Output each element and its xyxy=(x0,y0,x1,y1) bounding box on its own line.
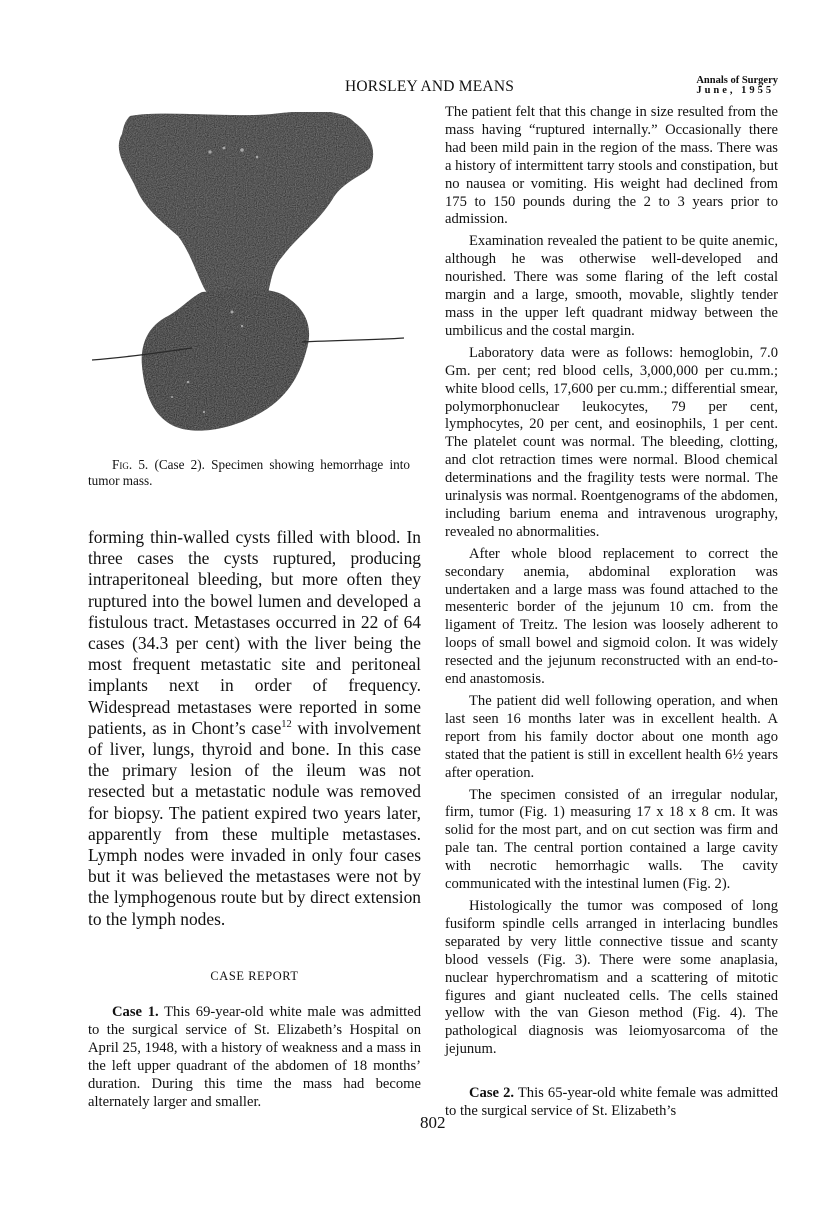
running-head xyxy=(0,76,816,102)
body-paragraph xyxy=(88,527,421,930)
body-paragraph: After whole blood replacement to correct the secondary anemia, abdominal exploration was undertaken and a large mass was found attached to the mesenteric border of the jejunum 10 cm. from the ligament of Treitz. The lesion was loosely adherent to loops of small bowel and sigmoid colon. It was widely resected and the jejunum reconstructed with an end-to-end anastomosis. xyxy=(445,545,778,688)
right-column-text xyxy=(445,104,778,1121)
paragraph-text: forming thin-walled cysts filled with blood. In three cases the cysts ruptured, producing intraperitoneal bleeding, but more often they ruptured into the bowel lumen and developed a fistulous tract. Metastases occurred in 22 of 64 cases (34.3 per cent) with the liver being the most frequent metastatic site and peritoneal implants next in order of frequency. Widespread metastases were reported in some patients, as in Chont’s case xyxy=(88,527,421,738)
paragraph-text: with involvement of liver, lungs, thyroid and bone. In this case the primary lesion of the ileum was not resected but a metastatic nodule was removed for biopsy. The patient expired two years later, apparently from these multiple metastases. Lymph nodes were invaded in only four cases but it was believed the metastases were not by the lymphogenous route but by direct extension to the lymph nodes. xyxy=(88,717,421,929)
reference-superscript: 12 xyxy=(281,719,292,731)
body-paragraph: Examination revealed the patient to be quite anemic, although he was otherwise well-developed and nourished. There was some flaring of the left costal margin and a large, smooth, movable, slightly tender mass in the upper left quadrant midway between the umbilicus and the costal margin. xyxy=(445,233,778,339)
case-1-body: This 69-year-old white male was admitted to the surgical service of St. Elizabeth’s Hospital on April 25, 1948, with a history of weakness and a mass in the left upper quadrant of the abdomen of 18 months’ duration. During this time the mass had become alternately larger and smaller. xyxy=(88,1004,421,1110)
body-paragraph: The patient did well following operation, and when last seen 16 months later was in excellent health. A report from his family doctor about one month ago stated that the patient is still in excellent health 6½ years after operation. xyxy=(445,693,778,781)
page-number: 802 xyxy=(420,1113,446,1132)
case-1-label: Case 1. xyxy=(112,1004,159,1020)
journal-citation xyxy=(696,76,778,96)
figure-caption-text: (Case 2). Specimen showing hemorrhage into tumor mass. xyxy=(88,457,410,488)
body-paragraph: Histologically the tumor was composed of long fusiform spindle cells arranged in interlacing bundles separated by very little connective tissue and scanty blood vessels (Fig. 3). There were some anaplasia, nuclear hyperchromatism and a scattering of mitotic figures and giant nucleated cells. The cells stained yellow with the van Gieson method (Fig. 4). The pathological diagnosis was leiomyosarcoma of the jejunum. xyxy=(445,897,778,1058)
case-1-paragraph xyxy=(88,1004,421,1111)
case-2-body: This 65-year-old white female was admitted to the surgical service of St. Elizabeth’s xyxy=(445,1085,778,1120)
specimen-photograph-figure xyxy=(92,112,404,445)
case-2-paragraph xyxy=(445,1085,778,1121)
left-column-text xyxy=(88,527,421,930)
body-paragraph: The specimen consisted of an irregular nodular, firm, tumor (Fig. 1) measuring 17 x 18 x 8 cm. It was solid for the most part, and on cut section was firm and pale tan. The central portion contained a large cavity with necrotic hemorrhagic walls. The cavity communicated with the intestinal lumen (Fig. 2). xyxy=(445,786,778,893)
body-paragraph: Laboratory data were as follows: hemoglobin, 7.0 Gm. per cent; red blood cells, 3,000,000 per cu.mm.; white blood cells, 17,600 per cu.mm.; differential smear, polymorphonuclear leukocytes, 79 per cent, lymphocytes, 20 per cent, and eosinophils, 1 per cent. The platelet count was normal. The bleeding, clotting, and clot retraction times were normal. Blood chemical determinations and the fragility tests were normal. The urinalysis was normal. Roentgenograms of the abdomen, including barium enema and intravenous urography, revealed no abnormalities. xyxy=(445,344,778,540)
section-heading-case-report: CASE REPORT xyxy=(210,969,299,983)
case-1-text xyxy=(88,1004,421,1111)
figure-label: Fig. 5. xyxy=(112,457,149,472)
journal-name: Annals of Surgery xyxy=(696,75,778,86)
figure-caption xyxy=(88,457,410,488)
running-head-authors: HORSLEY AND MEANS xyxy=(345,78,515,95)
case-2-label: Case 2. xyxy=(469,1085,515,1102)
body-paragraph: The patient felt that this change in size resulted from the mass having “ruptured internally.” Occasionally there had been mild pain in the region of the mass. There was a history of intermittent tarry stools and constipation, but no nausea or vomiting. His weight had declined from 175 to 150 pounds during the 2 to 3 years prior to admission. xyxy=(445,104,778,228)
specimen-photograph-icon xyxy=(92,112,404,445)
journal-date: June, 1955 xyxy=(696,85,775,96)
